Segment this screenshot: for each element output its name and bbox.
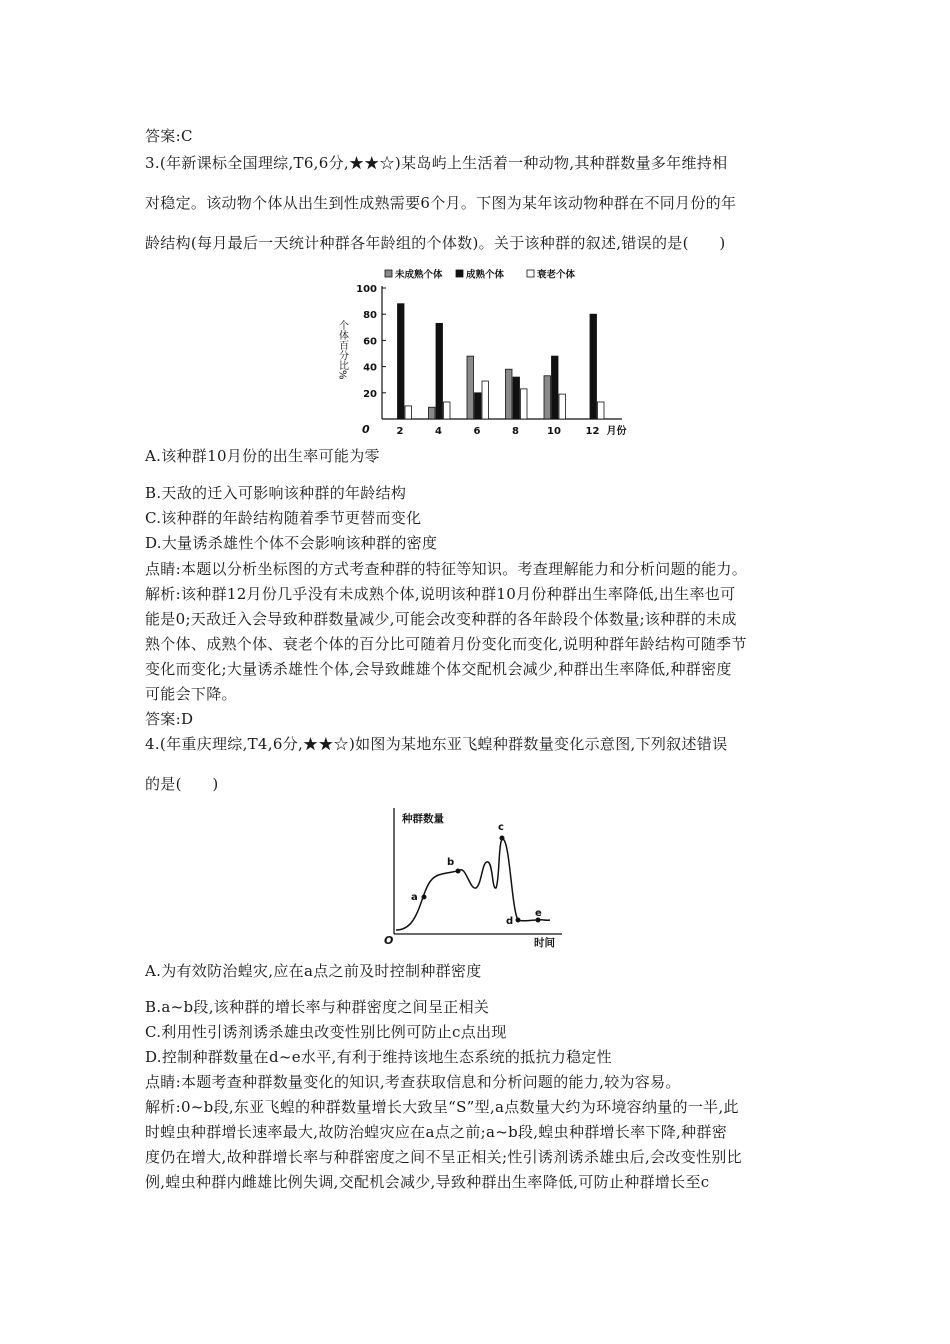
question-3-stem: 龄结构(每月最后一天统计种群各年龄组的个体数)。关于该种群的叙述,错误的是( ) — [145, 234, 726, 252]
bar — [513, 377, 520, 419]
dianjing-4: 点睛:本题考查种群数量变化的知识,考查获取信息和分析问题的能力,较为容易。 — [145, 1073, 681, 1091]
option-4d: D.控制种群数量在d~e水平,有利于维持该地生态系统的抵抗力稳定性 — [145, 1048, 612, 1066]
population-curve — [396, 839, 550, 930]
bar — [482, 381, 489, 419]
analysis-3: 熟个体、成熟个体、衰老个体的百分比可随着月份变化而变化,说明种群年龄结构可随季节 — [145, 635, 747, 653]
y-tick-label: 80 — [363, 310, 377, 322]
x-tick-label: 12 — [585, 426, 600, 437]
point-label: a — [411, 892, 418, 903]
bar — [559, 394, 566, 419]
option-4c: C.利用性引诱剂诱杀雄虫改变性别比例可防止c点出现 — [145, 1023, 507, 1041]
option-b: B.天敌的迁入可影响该种群的年龄结构 — [145, 484, 407, 502]
analysis-3: 能是0;天敌迁入会导致种群数量减少,可能会改变种群的各年龄段个体数量;该种群的未成 — [145, 610, 737, 628]
dianjing-3: 点睛:本题以分析坐标图的方式考查种群的特征等知识。考查理解能力和分析问题的能力。 — [145, 560, 748, 578]
bar — [436, 323, 443, 419]
bar — [444, 402, 451, 419]
legend-label: 成熟个体 — [466, 269, 505, 281]
option-a: A.该种群10月份的出生率可能为零 — [145, 447, 380, 465]
legend-label: 未成熟个体 — [395, 269, 443, 281]
bar — [506, 369, 513, 419]
x-tick-label: 8 — [512, 426, 519, 437]
analysis-4: 例,蝗虫种群内雌雄比例失调,交配机会减少,导致种群出生率降低,可防止种群增长至c — [145, 1173, 710, 1191]
answer-3-final: 答案:D — [145, 710, 194, 728]
bar — [405, 406, 412, 419]
x-axis-label: 月份 — [606, 426, 627, 437]
x-tick-label: 2 — [396, 426, 404, 437]
question-4-stem: 的是( ) — [145, 775, 219, 793]
bar — [590, 314, 597, 419]
legend-swatch — [456, 270, 463, 277]
locust-population-chart — [380, 800, 580, 950]
analysis-3: 解析:该种群12月份几乎没有未成熟个体,说明该种群10月份种群出生率降低,出生率也可 — [145, 585, 736, 603]
question-4-stem: 4.(年重庆理综,T4,6分,★★☆)如图为某地东亚飞蝗种群数量变化示意图,下列叙述错误 — [145, 735, 728, 753]
analysis-3: 变化而变化;大量诱杀雄性个体,会导致雌雄个体交配机会减少,种群出生率降低,种群密度 — [145, 660, 732, 678]
bar — [552, 356, 559, 419]
bar — [475, 393, 482, 419]
legend-swatch — [527, 270, 534, 277]
analysis-3: 可能会下降。 — [145, 685, 237, 703]
option-4b: B.a~b段,该种群的增长率与种群密度之间呈正相关 — [145, 998, 490, 1016]
analysis-4: 度仍在增大,故种群增长率与种群密度之间不呈正相关;性引诱剂诱杀雄虫后,会改变性别比 — [145, 1148, 742, 1166]
point-label: d — [506, 916, 514, 927]
question-3-stem: 对稳定。该动物个体从出生到性成熟需要6个月。下图为某年该动物种群在不同月份的年 — [145, 194, 737, 212]
analysis-4: 时蝗虫种群增长速率最大,故防治蝗灾应在a点之前;a~b段,蝗虫种群增长率下降,种群密 — [145, 1123, 728, 1141]
bar — [598, 402, 605, 419]
age-structure-bar-chart — [330, 262, 630, 442]
legend-swatch — [385, 270, 392, 277]
bar — [521, 389, 528, 419]
origin-label: O — [384, 934, 394, 947]
question-3-stem: 3.(年新课标全国理综,T6,6分,★★☆)某岛屿上生活着一种动物,其种群数量多年维持相 — [145, 154, 728, 172]
curve-point — [516, 918, 521, 923]
y-axis-label: 种群数量 — [402, 813, 444, 825]
option-c: C.该种群的年龄结构随着季节更替而变化 — [145, 509, 422, 527]
origin-label: 0 — [362, 423, 370, 436]
option-d: D.大量诱杀雄性个体不会影响该种群的密度 — [145, 534, 438, 552]
x-tick-label: 6 — [473, 426, 481, 437]
y-tick-label: 60 — [363, 336, 377, 348]
x-axis-label: 时间 — [534, 937, 555, 949]
bar — [398, 304, 405, 419]
bar — [544, 376, 551, 419]
bar — [467, 356, 474, 419]
answer-3: 答案:C — [145, 127, 193, 145]
analysis-4: 解析:0~b段,东亚飞蝗的种群数量增长大致呈“S”型,a点数量大约为环境容纳量的一半,此 — [145, 1098, 739, 1116]
bar — [429, 407, 436, 419]
y-tick-label: 40 — [363, 362, 377, 374]
point-label: e — [535, 908, 542, 919]
option-4a: A.为有效防治蝗灾,应在a点之前及时控制种群密度 — [145, 962, 482, 980]
curve-point — [500, 836, 505, 841]
point-label: c — [498, 822, 504, 833]
point-label: b — [447, 857, 455, 868]
y-tick-label: 100 — [356, 284, 377, 295]
x-tick-label: 4 — [435, 426, 442, 437]
x-tick-label: 10 — [547, 426, 561, 437]
curve-point — [456, 869, 461, 874]
y-tick-label: 20 — [363, 388, 377, 400]
legend-label: 衰老个体 — [537, 269, 576, 281]
curve-point — [422, 895, 427, 900]
y-axis-label: 个体百分比% — [336, 320, 348, 380]
